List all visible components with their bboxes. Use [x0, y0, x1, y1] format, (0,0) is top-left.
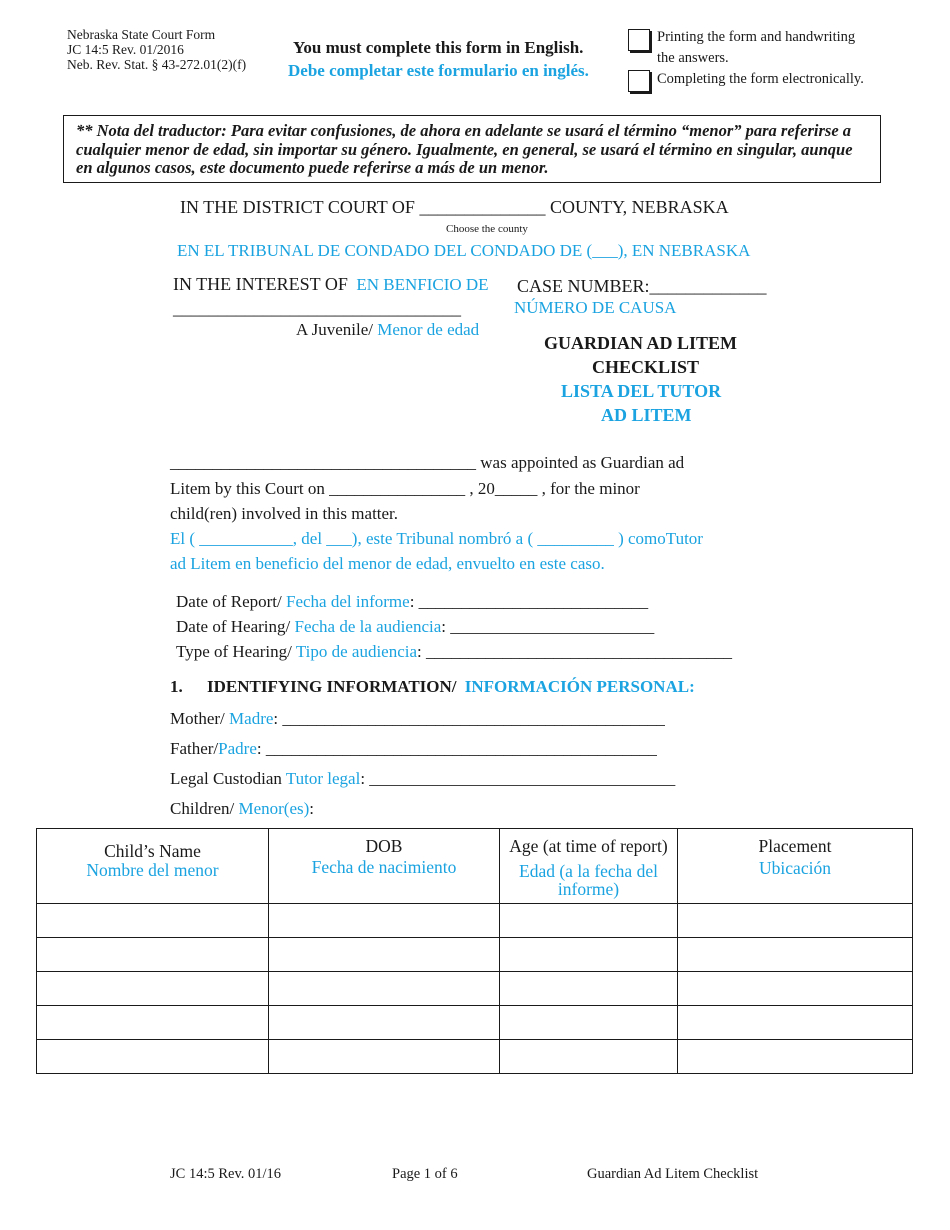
- title-es-2: AD LITEM: [601, 405, 692, 425]
- column-child-name: [37, 829, 269, 904]
- column-age-en: Age (at time of report): [509, 836, 668, 856]
- legal-custodian-label: Legal Custodian: [170, 769, 286, 788]
- footer-title: Guardian Ad Litem Checklist: [587, 1166, 759, 1182]
- age-cell[interactable]: [500, 972, 678, 1006]
- column-dob-en: DOB: [365, 836, 403, 856]
- column-placement-es: Ubicación: [759, 858, 831, 878]
- table-row: [37, 1040, 913, 1074]
- mother-line[interactable]: : _____________________________________________: [273, 709, 665, 728]
- dob-cell[interactable]: [269, 1040, 500, 1074]
- footer-form-id: JC 14:5 Rev. 01/16: [170, 1166, 282, 1182]
- section-1-title-en: IDENTIFYING INFORMATION/: [207, 677, 457, 696]
- placement-cell[interactable]: [678, 972, 913, 1006]
- column-placement-en: Placement: [758, 836, 832, 856]
- table-row: [37, 904, 913, 938]
- father-label: Father/: [170, 739, 219, 758]
- age-cell[interactable]: [500, 904, 678, 938]
- column-child-name-es: Nombre del menor: [86, 860, 219, 880]
- children-label: Children/: [170, 799, 239, 818]
- type-of-hearing-label-es: Tipo de audiencia: [295, 642, 418, 661]
- column-dob-es: Fecha de nacimiento: [311, 857, 457, 877]
- children-colon: :: [309, 799, 315, 818]
- placement-cell[interactable]: [678, 1006, 913, 1040]
- children-field: [170, 799, 314, 819]
- court-line-en: IN THE DISTRICT COURT OF ______________ COUNTY, NEBRASKA: [180, 197, 729, 217]
- juvenile-name-line[interactable]: ________________________________: [173, 298, 461, 318]
- print-handwrite-label: Printing the form and handwriting: [657, 29, 856, 45]
- legal-custodian-line[interactable]: : ____________________________________: [360, 769, 676, 788]
- form-statute: Neb. Rev. Stat. § 43-272.01(2)(f): [67, 57, 247, 72]
- column-age-es: Edad (a la fecha del informe): [519, 861, 658, 899]
- appointment-line-1[interactable]: ____________________________________ was appointed as Guardian ad: [170, 453, 685, 472]
- dob-cell[interactable]: [269, 1006, 500, 1040]
- date-of-report-label: Date of Report/: [176, 592, 282, 611]
- in-interest-of-en: IN THE INTEREST OF: [173, 274, 348, 294]
- juvenile-label: [296, 320, 479, 340]
- column-child-name-en: Child’s Name: [104, 841, 201, 861]
- appointment-line-3: child(ren) involved in this matter.: [170, 504, 399, 523]
- table-row: [37, 972, 913, 1006]
- legal-custodian-field[interactable]: [170, 769, 675, 789]
- title-en-1: GUARDIAN AD LITEM: [544, 333, 738, 353]
- child-name-cell[interactable]: [37, 938, 269, 972]
- spanish-notice: Debe completar este formulario en inglés.: [288, 61, 589, 80]
- date-of-hearing-label-es: Fecha de la audiencia: [294, 617, 442, 636]
- type-of-hearing-label: Type of Hearing/: [176, 642, 292, 661]
- date-of-hearing-label: Date of Hearing/: [176, 617, 291, 636]
- placement-cell[interactable]: [678, 1040, 913, 1074]
- child-name-cell[interactable]: [37, 972, 269, 1006]
- child-name-cell[interactable]: [37, 1040, 269, 1074]
- age-cell[interactable]: [500, 938, 678, 972]
- juvenile-label-es: Menor de edad: [377, 320, 480, 339]
- dob-cell[interactable]: [269, 938, 500, 972]
- electronic-label: Completing the form electronically.: [657, 71, 864, 87]
- placement-cell[interactable]: [678, 904, 913, 938]
- english-notice: You must complete this form in English.: [293, 38, 584, 57]
- father-label-es: Padre: [218, 739, 257, 758]
- type-of-hearing-field[interactable]: [176, 642, 732, 662]
- table-row: [37, 1006, 913, 1040]
- children-table-header: [37, 829, 913, 904]
- legal-custodian-label-es: Tutor legal: [285, 769, 361, 788]
- dob-cell[interactable]: [269, 972, 500, 1006]
- date-of-report-label-es: Fecha del informe: [286, 592, 410, 611]
- age-cell[interactable]: [500, 1006, 678, 1040]
- placement-cell[interactable]: [678, 938, 913, 972]
- county-hint: Choose the county: [446, 223, 528, 235]
- mother-label-es: Madre: [229, 709, 274, 728]
- case-number-field[interactable]: CASE NUMBER:_____________: [517, 276, 767, 296]
- father-line[interactable]: : ______________________________________________: [256, 739, 657, 758]
- children-label-es: Menor(es): [238, 799, 310, 818]
- court-line-es: EN EL TRIBUNAL DE CONDADO DEL CONDADO DE (___), EN NEBRASKA: [177, 241, 751, 260]
- in-interest-of: [173, 274, 489, 295]
- section-1-heading: [170, 677, 695, 697]
- child-name-cell[interactable]: [37, 904, 269, 938]
- date-of-report-line[interactable]: : ___________________________: [409, 592, 649, 611]
- juvenile-label-en: A Juvenile/: [296, 320, 373, 339]
- form-number: JC 14:5 Rev. 01/2016: [67, 42, 184, 57]
- footer-page-number: Page 1 of 6: [392, 1166, 458, 1182]
- children-table: [36, 828, 913, 1074]
- form-name: Nebraska State Court Form: [67, 27, 216, 42]
- appointment-line-2[interactable]: Litem by this Court on ________________ , 20_____ , for the minor: [170, 479, 640, 498]
- date-of-report-field[interactable]: [176, 592, 648, 612]
- title-es-1: LISTA DEL TUTOR: [561, 381, 722, 401]
- appointment-es-1: El ( ___________, del ___), este Tribunal nombró a ( _________ ) comoTutor: [170, 529, 703, 548]
- dob-cell[interactable]: [269, 904, 500, 938]
- electronic-checkbox[interactable]: [628, 70, 650, 92]
- translator-note: ** Nota del traductor: Para evitar confusiones, de ahora en adelante se usará el término “menor” para referirse a cualquier menor de edad, sin importar su género. Igualmente, en general, se usará el término en singular, aunque en algunos casos, este documento puede referirse a más de un menor.: [63, 115, 881, 183]
- print-handwrite-label-cont: the answers.: [657, 50, 729, 66]
- column-dob: [269, 829, 500, 904]
- type-of-hearing-line[interactable]: : ____________________________________: [417, 642, 733, 661]
- table-row: [37, 938, 913, 972]
- section-1-title-es: INFORMACIÓN PERSONAL:: [464, 677, 695, 696]
- section-1-number: 1.: [170, 677, 183, 696]
- title-en-2: CHECKLIST: [592, 357, 700, 377]
- appointment-es-2: ad Litem en beneficio del menor de edad, envuelto en este caso.: [170, 554, 605, 573]
- date-of-hearing-field[interactable]: [176, 617, 654, 637]
- case-number-es: NÚMERO DE CAUSA: [514, 298, 677, 317]
- print-handwrite-checkbox[interactable]: [628, 29, 650, 51]
- mother-field[interactable]: [170, 709, 665, 729]
- father-field[interactable]: [170, 739, 657, 759]
- child-name-cell[interactable]: [37, 1006, 269, 1040]
- age-cell[interactable]: [500, 1040, 678, 1074]
- in-interest-of-es: EN BENFICIO DE: [356, 275, 489, 294]
- column-placement: [678, 829, 913, 904]
- column-age: [500, 829, 678, 904]
- mother-label: Mother/: [170, 709, 230, 728]
- date-of-hearing-line[interactable]: : ________________________: [441, 617, 655, 636]
